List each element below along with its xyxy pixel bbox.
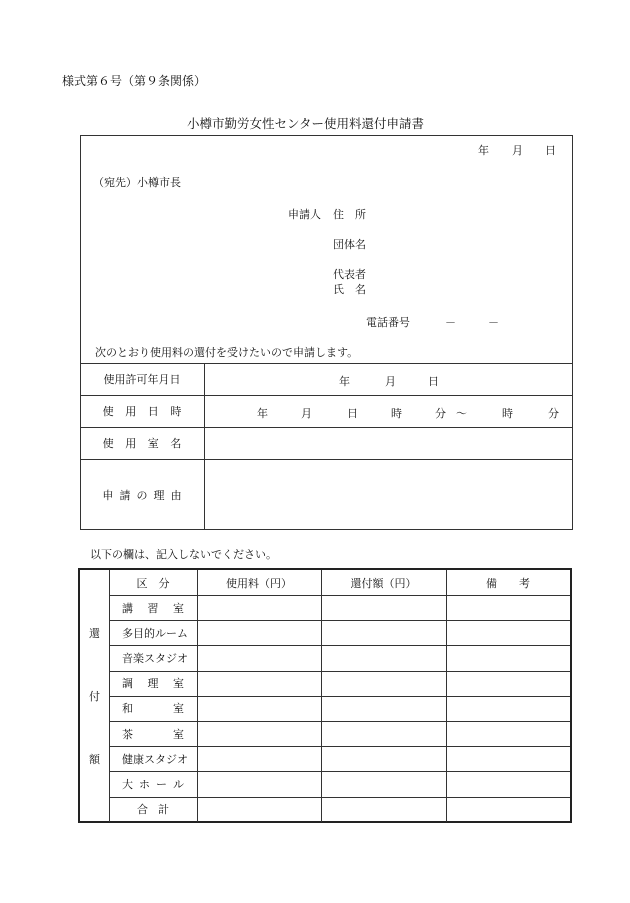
permit-year: 年	[339, 375, 350, 388]
form-number: 様式第６号（第９条関係）	[62, 74, 207, 88]
side-label-char: 額	[89, 752, 100, 766]
category-char: 講	[122, 601, 133, 615]
representative-label: 代表者	[333, 268, 366, 281]
category-char: 合	[137, 803, 148, 817]
phone-dash-1: －	[445, 316, 456, 329]
table-row-category	[109, 671, 197, 696]
date-year: 年	[478, 144, 489, 157]
category-char: 室	[173, 677, 184, 691]
category-char: 習	[147, 601, 159, 615]
permit-date-label: 使用許可年月日	[103, 373, 181, 386]
group-name-label: 団体名	[333, 238, 366, 251]
use-month: 月	[301, 407, 312, 420]
table-header: 区 分	[136, 576, 170, 590]
use-hour-end: 時	[502, 407, 513, 420]
use-datetime-label	[80, 395, 204, 427]
permit-day: 日	[428, 375, 439, 388]
address-label: 住 所	[333, 208, 366, 221]
category-char: 室	[173, 702, 184, 716]
addressee: （宛先）小樽市長	[93, 176, 181, 189]
permit-month: 月	[385, 375, 396, 388]
use-tilde: ～	[456, 407, 467, 420]
category-char: 室	[173, 601, 184, 615]
table-row-category: 音楽スタジオ	[122, 651, 188, 665]
notice-text: 以下の欄は、記入しないでください。	[90, 548, 277, 561]
category-char: 和	[122, 702, 133, 716]
side-label-char: 還	[89, 626, 100, 640]
table-row-category: 多目的ルーム	[122, 626, 188, 640]
date-month: 月	[512, 144, 523, 157]
category-char: ホ	[139, 777, 150, 791]
reason-label	[80, 459, 204, 530]
category-char: 大	[122, 777, 133, 791]
table-row-category: 健康スタジオ	[122, 752, 188, 766]
use-minute: 分	[435, 407, 446, 420]
category-char: ー	[156, 777, 167, 791]
table-row-category	[109, 595, 197, 620]
phone-label: 電話番号	[366, 316, 410, 329]
request-text: 次のとおり使用料の還付を受けたいので申請します。	[95, 346, 359, 359]
use-minute-end: 分	[548, 407, 559, 420]
table-row-category	[109, 797, 197, 822]
room-name-label	[80, 427, 204, 459]
use-datetime-label-text: 使用日時	[102, 405, 193, 418]
table-header: 備 考	[486, 576, 530, 590]
side-label-char: 付	[89, 689, 100, 703]
name-label: 氏 名	[333, 283, 366, 296]
refund-table	[78, 568, 572, 823]
category-char: ル	[173, 777, 184, 791]
use-hour: 時	[391, 407, 402, 420]
category-char: 室	[173, 727, 184, 741]
column-divider	[204, 363, 205, 530]
table-row-category	[109, 696, 197, 721]
table-header: 使用料（円）	[226, 576, 292, 590]
category-char: 茶	[122, 727, 133, 741]
use-day: 日	[347, 407, 358, 420]
room-name-label-text: 使用室名	[102, 437, 193, 450]
date-day: 日	[545, 144, 556, 157]
form-title: 小樽市勤労女性センター使用料還付申請書	[187, 116, 425, 131]
table-row-category	[109, 771, 197, 796]
category-char: 計	[158, 803, 169, 817]
use-year: 年	[257, 407, 268, 420]
table-header: 還付額（円）	[350, 576, 417, 590]
reason-label-text: 申請の理由	[102, 488, 188, 502]
phone-dash-2: －	[488, 316, 499, 329]
applicant-label: 申請人	[288, 208, 321, 221]
category-char: 理	[147, 677, 159, 691]
table-row-category	[109, 721, 197, 746]
category-char: 調	[122, 677, 133, 691]
